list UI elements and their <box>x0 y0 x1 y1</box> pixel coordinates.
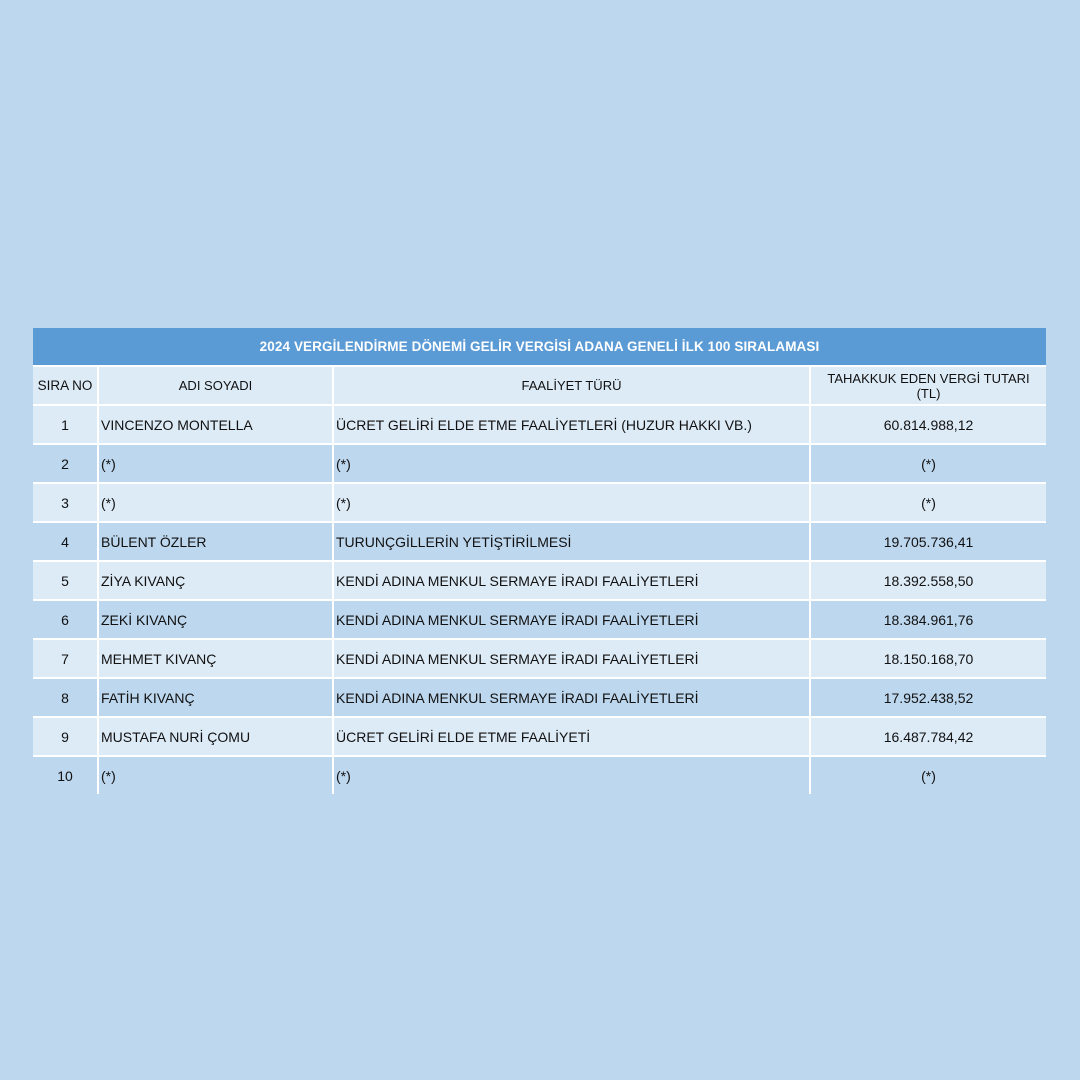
table-title: 2024 VERGİLENDİRME DÖNEMİ GELİR VERGİSİ ADANA GENELİ İLK 100 SIRALAMASI <box>33 328 1046 365</box>
header-vergi-tutari <box>811 367 1046 404</box>
table-row <box>33 755 1046 794</box>
cell-no: 9 <box>33 718 99 755</box>
cell-no: 3 <box>33 484 99 521</box>
table-header-row <box>33 365 1046 404</box>
table-row <box>33 521 1046 560</box>
table-row <box>33 560 1046 599</box>
cell-activity: ÜCRET GELİRİ ELDE ETME FAALİYETLERİ (HUZUR HAKKI VB.) <box>334 406 811 443</box>
table-row <box>33 638 1046 677</box>
cell-no: 1 <box>33 406 99 443</box>
cell-name: (*) <box>99 757 334 794</box>
cell-activity: ÜCRET GELİRİ ELDE ETME FAALİYETİ <box>334 718 811 755</box>
table-row <box>33 716 1046 755</box>
cell-activity: KENDİ ADINA MENKUL SERMAYE İRADI FAALİYETLERİ <box>334 562 811 599</box>
cell-no: 10 <box>33 757 99 794</box>
table-row <box>33 404 1046 443</box>
cell-activity: (*) <box>334 445 811 482</box>
cell-tax: 16.487.784,42 <box>883 728 974 745</box>
cell-name: (*) <box>99 484 334 521</box>
cell-activity: KENDİ ADINA MENKUL SERMAYE İRADI FAALİYETLERİ <box>334 679 811 716</box>
table-row <box>33 482 1046 521</box>
cell-name: VINCENZO MONTELLA <box>99 406 334 443</box>
cell-no: 8 <box>33 679 99 716</box>
cell-tax: 18.150.168,70 <box>883 650 974 667</box>
cell-activity: (*) <box>334 484 811 521</box>
header-vergi-tutari-line2: (TL) <box>916 385 941 401</box>
cell-tax: 19.705.736,41 <box>883 533 974 550</box>
table-row <box>33 443 1046 482</box>
cell-tax: 60.814.988,12 <box>883 416 974 433</box>
header-sira-no: SIRA NO <box>33 367 99 404</box>
cell-activity: KENDİ ADINA MENKUL SERMAYE İRADI FAALİYETLERİ <box>334 601 811 638</box>
ranking-table <box>33 328 1046 794</box>
cell-no: 7 <box>33 640 99 677</box>
cell-tax: (*) <box>921 494 936 511</box>
table-row <box>33 677 1046 716</box>
cell-no: 5 <box>33 562 99 599</box>
cell-tax: (*) <box>921 455 936 472</box>
cell-tax: 17.952.438,52 <box>883 689 974 706</box>
cell-no: 2 <box>33 445 99 482</box>
cell-no: 4 <box>33 523 99 560</box>
header-faaliyet-turu: FAALİYET TÜRÜ <box>334 367 811 404</box>
cell-activity: (*) <box>334 757 811 794</box>
cell-name: (*) <box>99 445 334 482</box>
cell-tax: 18.384.961,76 <box>883 611 974 628</box>
cell-name: MEHMET KIVANÇ <box>99 640 334 677</box>
header-adi-soyadi: ADI SOYADI <box>99 367 334 404</box>
cell-activity: KENDİ ADINA MENKUL SERMAYE İRADI FAALİYETLERİ <box>334 640 811 677</box>
cell-name: FATİH KIVANÇ <box>99 679 334 716</box>
cell-name: BÜLENT ÖZLER <box>99 523 334 560</box>
cell-tax: 18.392.558,50 <box>883 572 974 589</box>
cell-activity: TURUNÇGİLLERİN YETİŞTİRİLMESİ <box>334 523 811 560</box>
cell-name: ZİYA KIVANÇ <box>99 562 334 599</box>
cell-name: ZEKİ KIVANÇ <box>99 601 334 638</box>
cell-name: MUSTAFA NURİ ÇOMU <box>99 718 334 755</box>
header-vergi-tutari-text <box>827 371 1029 401</box>
cell-no: 6 <box>33 601 99 638</box>
cell-tax: (*) <box>921 767 936 784</box>
header-vergi-tutari-line1: TAHAKKUK EDEN VERGİ TUTARI <box>827 370 1030 386</box>
table-row <box>33 599 1046 638</box>
